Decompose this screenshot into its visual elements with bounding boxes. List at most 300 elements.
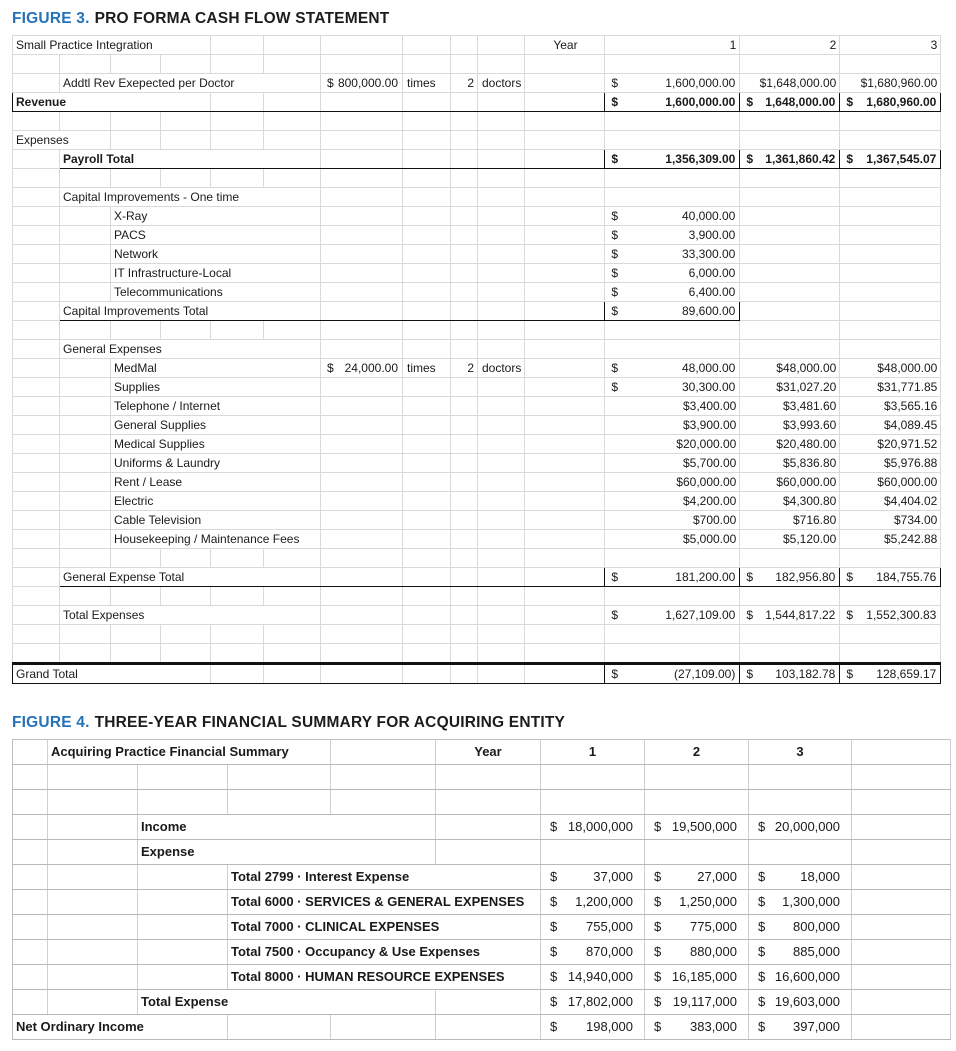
empty-cell (451, 587, 478, 606)
empty-cell (740, 264, 840, 283)
empty-cell (13, 965, 48, 990)
table-row (13, 321, 941, 340)
currency-symbol: $ (654, 1019, 662, 1034)
table-row (13, 93, 941, 112)
amount-value: 1,356,309.00 (665, 152, 736, 166)
empty-cell (740, 283, 840, 302)
empty-cell (264, 169, 321, 188)
currency-symbol: $ (550, 969, 558, 984)
empty-cell (403, 36, 451, 55)
empty-cell (321, 36, 403, 55)
table-row (13, 664, 941, 684)
amount-value: 33,300.00 (681, 247, 736, 261)
empty-cell (403, 112, 451, 131)
empty-cell (321, 549, 403, 568)
amount-cell (749, 990, 852, 1015)
currency-symbol: $ (758, 944, 766, 959)
currency-symbol: $ (611, 667, 619, 681)
empty-cell (403, 302, 451, 321)
amount-cell (749, 1015, 852, 1040)
empty-cell (840, 264, 941, 283)
empty-cell (478, 644, 525, 664)
amount-value: 6,000.00 (688, 266, 736, 280)
table-row (13, 169, 941, 188)
amount-value: 775,000 (690, 919, 737, 934)
empty-cell (478, 340, 525, 359)
amount-value: 6,400.00 (688, 285, 736, 299)
label-cell: $60,000.00 (740, 473, 840, 492)
empty-cell (478, 93, 525, 112)
amount-value: (27,109.00) (673, 667, 736, 681)
empty-cell (451, 606, 478, 625)
amount-cell (605, 245, 740, 264)
empty-cell (740, 112, 840, 131)
amount-value: 19,500,000 (671, 819, 737, 834)
empty-cell (211, 625, 264, 644)
amount-value: 128,659.17 (876, 667, 937, 681)
label-cell: $31,027.20 (740, 378, 840, 397)
empty-cell (264, 36, 321, 55)
label-cell: Acquiring Practice Financial Summary (48, 740, 331, 765)
empty-cell (740, 131, 840, 150)
empty-cell (331, 790, 436, 815)
label-cell: Expense (138, 840, 436, 865)
label-cell: Income (138, 815, 436, 840)
empty-cell (111, 112, 161, 131)
amount-value: 181,200.00 (675, 570, 736, 584)
amount-value: 1,200,000 (575, 894, 633, 909)
empty-cell (48, 990, 138, 1015)
amount-cell (749, 865, 852, 890)
empty-cell (13, 587, 60, 606)
empty-cell (451, 36, 478, 55)
empty-cell (403, 207, 451, 226)
empty-cell (321, 302, 403, 321)
empty-cell (525, 397, 605, 416)
label-cell: Capital Improvements Total (60, 302, 321, 321)
label-cell: Addtl Rev Exepected per Doctor (60, 74, 321, 93)
empty-cell (111, 131, 161, 150)
table-row (13, 815, 951, 840)
currency-symbol: $ (654, 969, 662, 984)
empty-cell (60, 245, 111, 264)
empty-cell (13, 302, 60, 321)
empty-cell (161, 55, 211, 74)
empty-cell (138, 865, 228, 890)
empty-cell (478, 112, 525, 131)
label-cell: Telephone / Internet (111, 397, 321, 416)
figure4-title (12, 714, 956, 732)
empty-cell (48, 840, 138, 865)
empty-cell (161, 587, 211, 606)
currency-symbol: $ (327, 76, 334, 90)
table-row (13, 511, 941, 530)
empty-cell (451, 378, 478, 397)
amount-cell (645, 965, 749, 990)
empty-cell (403, 93, 451, 112)
empty-cell (525, 264, 605, 283)
empty-cell (525, 131, 605, 150)
empty-cell (321, 169, 403, 188)
empty-cell (13, 397, 60, 416)
currency-symbol: $ (846, 667, 854, 681)
amount-cell (541, 965, 645, 990)
empty-cell (451, 530, 478, 549)
empty-cell (525, 302, 605, 321)
empty-cell (740, 321, 840, 340)
amount-cell (645, 1015, 749, 1040)
label-cell: General Expense Total (60, 568, 321, 587)
table-row (13, 568, 941, 587)
table-row (13, 587, 941, 606)
empty-cell (321, 606, 403, 625)
empty-cell (740, 644, 840, 664)
empty-cell (852, 840, 951, 865)
empty-cell (645, 765, 749, 790)
label-cell: Rent / Lease (111, 473, 321, 492)
empty-cell (13, 644, 60, 664)
empty-cell (321, 625, 403, 644)
empty-cell (211, 587, 264, 606)
empty-cell (321, 587, 403, 606)
empty-cell (436, 790, 541, 815)
table-row (13, 840, 951, 865)
label-cell: Total 6000 · SERVICES & GENERAL EXPENSES (228, 890, 541, 915)
amount-cell (605, 606, 740, 625)
empty-cell (13, 890, 48, 915)
empty-cell (852, 815, 951, 840)
label-cell: Total Expense (138, 990, 436, 1015)
empty-cell (321, 664, 403, 684)
empty-cell (478, 530, 525, 549)
table-row (13, 36, 941, 55)
empty-cell (138, 965, 228, 990)
empty-cell (13, 568, 60, 587)
empty-cell (13, 865, 48, 890)
empty-cell (321, 511, 403, 530)
table-row (13, 283, 941, 302)
empty-cell (451, 226, 478, 245)
empty-cell (525, 226, 605, 245)
empty-cell (852, 990, 951, 1015)
amount-cell (605, 226, 740, 245)
label-cell: doctors (478, 74, 525, 93)
empty-cell (840, 55, 941, 74)
empty-cell (478, 245, 525, 264)
empty-cell (451, 245, 478, 264)
amount-cell (321, 359, 403, 378)
empty-cell (478, 131, 525, 150)
label-cell: 2 (645, 740, 749, 765)
empty-cell (60, 587, 111, 606)
empty-cell (740, 549, 840, 568)
table-row (13, 644, 941, 664)
empty-cell (451, 169, 478, 188)
empty-cell (436, 990, 541, 1015)
empty-cell (211, 36, 264, 55)
table-row (13, 302, 941, 321)
empty-cell (478, 378, 525, 397)
empty-cell (478, 150, 525, 169)
empty-cell (478, 568, 525, 587)
empty-cell (451, 435, 478, 454)
amount-cell (605, 664, 740, 684)
amount-value: 17,802,000 (567, 994, 633, 1009)
label-cell: $31,771.85 (840, 378, 941, 397)
empty-cell (525, 340, 605, 359)
empty-cell (48, 940, 138, 965)
empty-cell (605, 587, 740, 606)
label-cell: Year (436, 740, 541, 765)
empty-cell (451, 302, 478, 321)
amount-cell (740, 568, 840, 587)
table-row (13, 530, 941, 549)
amount-value: 880,000 (690, 944, 737, 959)
label-cell: 3 (749, 740, 852, 765)
empty-cell (13, 790, 48, 815)
empty-cell (161, 625, 211, 644)
empty-cell (60, 473, 111, 492)
amount-cell (541, 865, 645, 890)
empty-cell (478, 416, 525, 435)
label-cell: Cable Television (111, 511, 321, 530)
empty-cell (60, 644, 111, 664)
table-row (13, 112, 941, 131)
empty-cell (321, 378, 403, 397)
empty-cell (264, 625, 321, 644)
empty-cell (478, 36, 525, 55)
label-cell: $3,481.60 (740, 397, 840, 416)
empty-cell (525, 245, 605, 264)
currency-symbol: $ (746, 570, 754, 584)
empty-cell (13, 378, 60, 397)
empty-cell (60, 283, 111, 302)
empty-cell (403, 511, 451, 530)
currency-symbol: $ (611, 247, 619, 261)
table-row (13, 340, 941, 359)
empty-cell (525, 416, 605, 435)
empty-cell (161, 112, 211, 131)
empty-cell (321, 150, 403, 169)
table-row (13, 74, 941, 93)
empty-cell (13, 473, 60, 492)
amount-cell (840, 150, 941, 169)
empty-cell (478, 226, 525, 245)
empty-cell (740, 188, 840, 207)
empty-cell (403, 131, 451, 150)
label-cell: $3,565.16 (840, 397, 941, 416)
empty-cell (525, 511, 605, 530)
label-cell: 1 (605, 36, 740, 55)
label-cell: PACS (111, 226, 321, 245)
empty-cell (478, 587, 525, 606)
amount-cell (645, 990, 749, 1015)
table-row (13, 890, 951, 915)
empty-cell (852, 740, 951, 765)
empty-cell (451, 112, 478, 131)
empty-cell (138, 890, 228, 915)
currency-symbol: $ (654, 819, 662, 834)
amount-cell (645, 915, 749, 940)
empty-cell (13, 207, 60, 226)
amount-value: 755,000 (586, 919, 633, 934)
label-cell: $5,120.00 (740, 530, 840, 549)
empty-cell (321, 55, 403, 74)
amount-cell (840, 664, 941, 684)
currency-symbol: $ (611, 209, 619, 223)
empty-cell (840, 112, 941, 131)
currency-symbol: $ (611, 152, 619, 166)
currency-symbol: $ (611, 608, 619, 622)
empty-cell (321, 321, 403, 340)
empty-cell (436, 1015, 541, 1040)
amount-cell (605, 74, 740, 93)
empty-cell (264, 93, 321, 112)
table-row (13, 435, 941, 454)
amount-cell (541, 915, 645, 940)
empty-cell (478, 454, 525, 473)
empty-cell (451, 473, 478, 492)
empty-cell (60, 492, 111, 511)
amount-cell (541, 890, 645, 915)
empty-cell (525, 530, 605, 549)
empty-cell (451, 264, 478, 283)
amount-cell (749, 815, 852, 840)
empty-cell (478, 55, 525, 74)
empty-cell (403, 150, 451, 169)
empty-cell (840, 226, 941, 245)
empty-cell (478, 321, 525, 340)
label-cell: $734.00 (840, 511, 941, 530)
empty-cell (525, 207, 605, 226)
empty-cell (111, 587, 161, 606)
empty-cell (840, 340, 941, 359)
empty-cell (525, 93, 605, 112)
empty-cell (525, 568, 605, 587)
empty-cell (403, 283, 451, 302)
empty-cell (451, 150, 478, 169)
empty-cell (525, 473, 605, 492)
empty-cell (645, 790, 749, 815)
label-cell: Telecommunications (111, 283, 321, 302)
empty-cell (436, 840, 541, 865)
empty-cell (264, 587, 321, 606)
empty-cell (211, 321, 264, 340)
empty-cell (478, 283, 525, 302)
empty-cell (60, 378, 111, 397)
label-cell: IT Infrastructure-Local (111, 264, 321, 283)
currency-symbol: $ (846, 570, 854, 584)
empty-cell (403, 664, 451, 684)
currency-symbol: $ (550, 944, 558, 959)
empty-cell (525, 112, 605, 131)
currency-symbol: $ (550, 994, 558, 1009)
empty-cell (749, 790, 852, 815)
empty-cell (13, 454, 60, 473)
empty-cell (451, 283, 478, 302)
empty-cell (13, 840, 48, 865)
empty-cell (840, 169, 941, 188)
currency-symbol: $ (758, 1019, 766, 1034)
empty-cell (13, 549, 60, 568)
amount-value: 1,680,960.00 (866, 95, 937, 109)
empty-cell (749, 765, 852, 790)
label-cell: $1,648,000.00 (740, 74, 840, 93)
empty-cell (321, 112, 403, 131)
empty-cell (403, 473, 451, 492)
amount-cell (740, 93, 840, 112)
amount-value: 383,000 (690, 1019, 737, 1034)
empty-cell (852, 915, 951, 940)
empty-cell (403, 492, 451, 511)
amount-cell (541, 990, 645, 1015)
empty-cell (321, 188, 403, 207)
empty-cell (451, 397, 478, 416)
empty-cell (403, 435, 451, 454)
empty-cell (403, 397, 451, 416)
empty-cell (264, 131, 321, 150)
empty-cell (740, 587, 840, 606)
empty-cell (138, 940, 228, 965)
empty-cell (228, 1015, 331, 1040)
amount-cell (645, 890, 749, 915)
empty-cell (60, 625, 111, 644)
amount-value: 18,000 (800, 869, 840, 884)
label-cell: Supplies (111, 378, 321, 397)
empty-cell (525, 169, 605, 188)
currency-symbol: $ (611, 361, 619, 375)
table-row (13, 492, 941, 511)
amount-value: 1,250,000 (679, 894, 737, 909)
label-cell: 2 (451, 359, 478, 378)
table-row (13, 150, 941, 169)
financial-summary-table (12, 739, 951, 1040)
amount-value: 182,956.80 (775, 570, 836, 584)
currency-symbol: $ (746, 152, 754, 166)
empty-cell (645, 840, 749, 865)
figure3-title (12, 10, 956, 28)
amount-value: 27,000 (697, 869, 737, 884)
empty-cell (211, 644, 264, 664)
label-cell: $5,976.88 (840, 454, 941, 473)
table-row (13, 549, 941, 568)
table-row (13, 378, 941, 397)
empty-cell (211, 112, 264, 131)
empty-cell (13, 55, 60, 74)
empty-cell (852, 865, 951, 890)
empty-cell (228, 765, 331, 790)
empty-cell (525, 492, 605, 511)
amount-value: 40,000.00 (681, 209, 736, 223)
empty-cell (525, 549, 605, 568)
empty-cell (264, 321, 321, 340)
amount-cell (605, 568, 740, 587)
empty-cell (13, 150, 60, 169)
empty-cell (13, 416, 60, 435)
empty-cell (48, 815, 138, 840)
empty-cell (525, 150, 605, 169)
empty-cell (331, 765, 436, 790)
empty-cell (605, 169, 740, 188)
section-gap (12, 684, 956, 712)
empty-cell (331, 740, 436, 765)
amount-cell (840, 93, 941, 112)
currency-symbol: $ (846, 608, 854, 622)
empty-cell (13, 359, 60, 378)
currency-symbol: $ (758, 869, 766, 884)
amount-value: 16,600,000 (774, 969, 840, 984)
empty-cell (451, 492, 478, 511)
